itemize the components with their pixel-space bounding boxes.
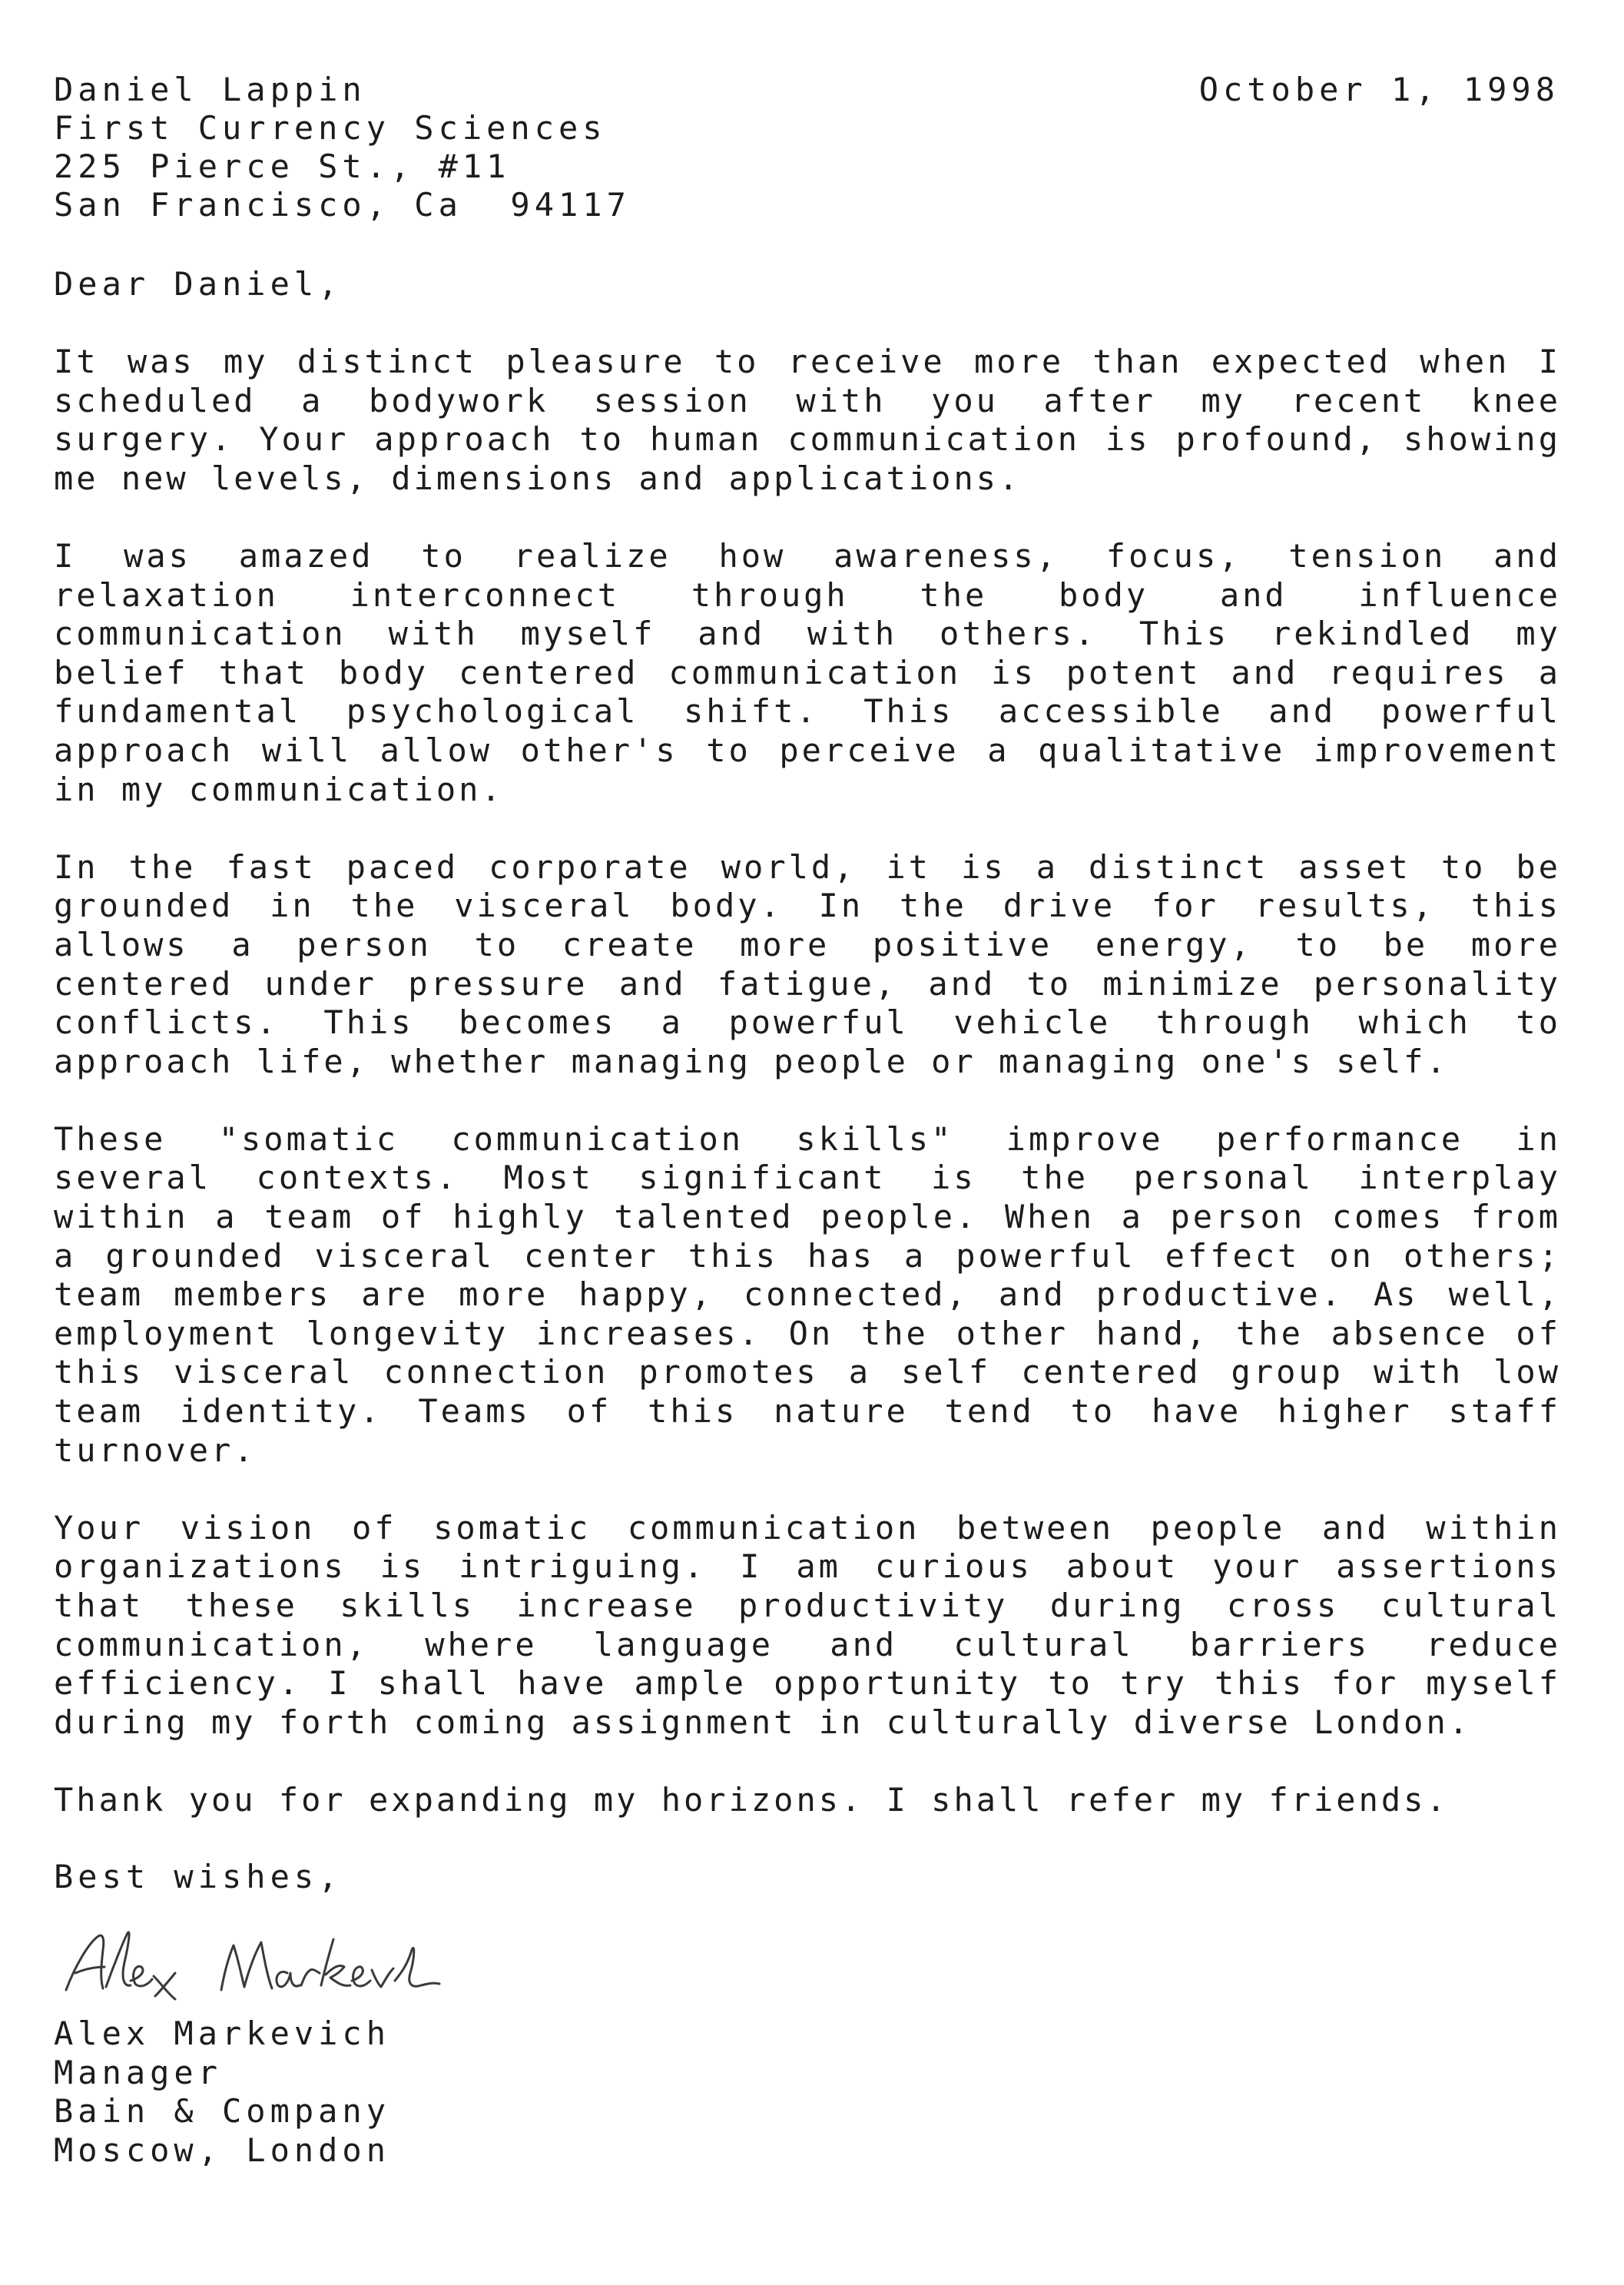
body-paragraph-1: It was my distinct pleasure to receive more than expected when I scheduled a bodywork session with you after my recent knee surgery. Your approach to human communication is profound, showing me new levels, dimensions and applications. — [54, 343, 1561, 497]
salutation: Dear Daniel, — [54, 265, 343, 303]
sender-street: 225 Pierce St., #11 — [54, 148, 511, 185]
sender-city: San Francisco, Ca 94117 — [54, 186, 631, 224]
sender-address-block — [54, 71, 631, 224]
body-paragraph-6: Thank you for expanding my horizons. I shall refer my friends. — [54, 1780, 1449, 1819]
letter-date: October 1, 1998 — [1198, 71, 1559, 108]
signer-title: Manager — [54, 2053, 223, 2091]
signer-company: Bain & Company — [54, 2092, 391, 2131]
closing: Best wishes, — [54, 1858, 343, 1895]
sender-company: First Currency Sciences — [54, 109, 607, 147]
sender-name: Daniel Lappin — [54, 71, 366, 108]
signer-block — [54, 2015, 390, 2170]
body-paragraph-5: Your vision of somatic communication between people and within organizations is intriguing. I am curious about your assertions that these skills increase productivity during cross cultural communication, where language and cultural barriers reduce efficiency. I shall have ample opportunity to try this for myself during my forth coming assignment in culturally diverse London. — [54, 1508, 1561, 1741]
signer-name: Alex Markevich — [54, 2015, 391, 2052]
letter-body — [54, 343, 1561, 1859]
body-paragraph-3: In the fast paced corporate world, it is a distinct asset to be grounded in the visceral body. In the drive for results, this allows a person to create more positive energy, to be more centered under pressure and fatigue, and to minimize personality conflicts. This becomes a powerful vehicle through which to approach life, whether managing people or managing one's self. — [54, 847, 1561, 1080]
body-paragraph-4: These "somatic communication skills" improve performance in several contexts. Most significant is the personal interplay within a team of highly talented people. When a person comes from a grounded visceral center this has a powerful effect on others; team members are more happy, connected, and productive. As well, employment longevity increases. On the other hand, the absence of this visceral connection promotes a self centered group with low team identity. Teams of this nature tend to have higher staff turnover. — [54, 1119, 1561, 1469]
body-paragraph-2: I was amazed to realize how awareness, focus, tension and relaxation interconnect through the body and influence communication with myself and with others. This rekindled my belief that body centered communication is potent and requires a fundamental psychological shift. This accessible and powerful approach will allow other's to perceive a qualitative improvement in my communication. — [54, 536, 1561, 808]
signer-location: Moscow, London — [54, 2131, 391, 2169]
handwritten-signature — [60, 1919, 444, 2004]
